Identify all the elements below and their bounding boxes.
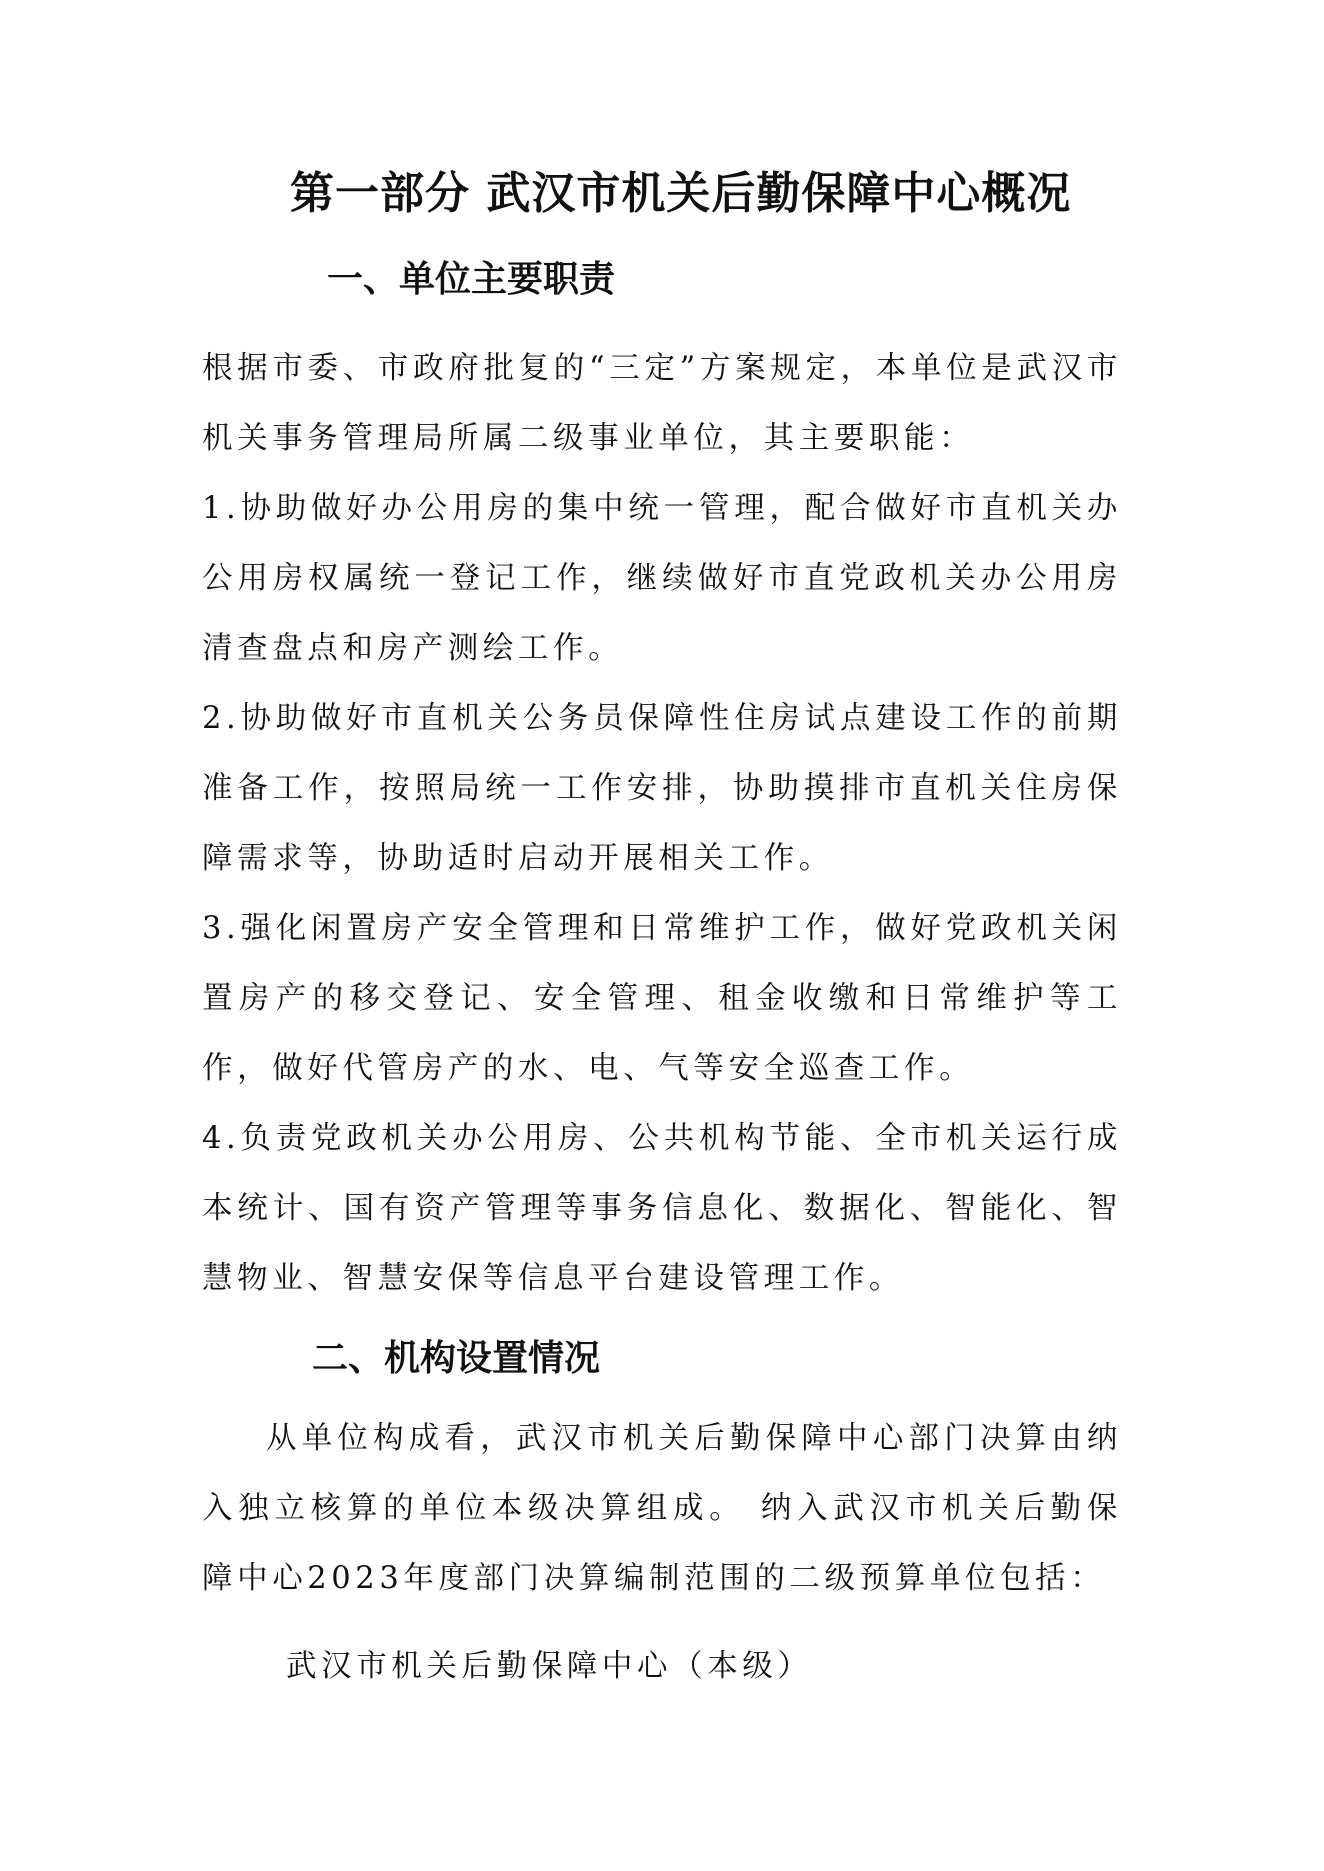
responsibilities-intro-paragraph: 根据市委、市政府批复的“三定”方案规定，本单位是武汉市机关事务管理局所属二级事业单位，其主要职能： bbox=[202, 351, 1122, 456]
duty-item-4: 4.负责党政机关办公用房、公共机构节能、全市机关运行成本统计、国有资产管理等事务信息化、数据化、智能化、智慧物业、智慧安保等信息平台建设管理工作。 bbox=[202, 1121, 1122, 1296]
duty-item-2: 2.协助做好市直机关公务员保障性住房试点建设工作的前期准备工作，按照局统一工作安排，协助摸排市直机关住房保障需求等，协助适时启动开展相关工作。 bbox=[202, 701, 1122, 876]
budget-unit-list-item: 武汉市机关后勤保障中心（本级） bbox=[286, 1649, 813, 1684]
section-heading-responsibilities: 一、单位主要职责 bbox=[327, 259, 616, 300]
duty-item-3: 3.强化闲置房产安全管理和日常维护工作，做好党政机关闲置房产的移交登记、安全管理、租金收缴和日常维护等工作，做好代管房产的水、电、气等安全巡查工作。 bbox=[202, 911, 1122, 1086]
page-title: 第一部分 武汉市机关后勤保障中心概况 bbox=[290, 168, 1072, 219]
duty-item-1: 1.协助做好办公用房的集中统一管理，配合做好市直机关办公用房权属统一登记工作，继续做好市直党政机关办公用房清查盘点和房产测绘工作。 bbox=[202, 491, 1122, 666]
organization-paragraph: 从单位构成看，武汉市机关后勤保障中心部门决算由纳入独立核算的单位本级决算组成。 纳入武汉市机关后勤保障中心2023年度部门决算编制范围的二级预算单位包括： bbox=[202, 1421, 1122, 1596]
section-heading-organization: 二、机构设置情况 bbox=[312, 1338, 601, 1379]
